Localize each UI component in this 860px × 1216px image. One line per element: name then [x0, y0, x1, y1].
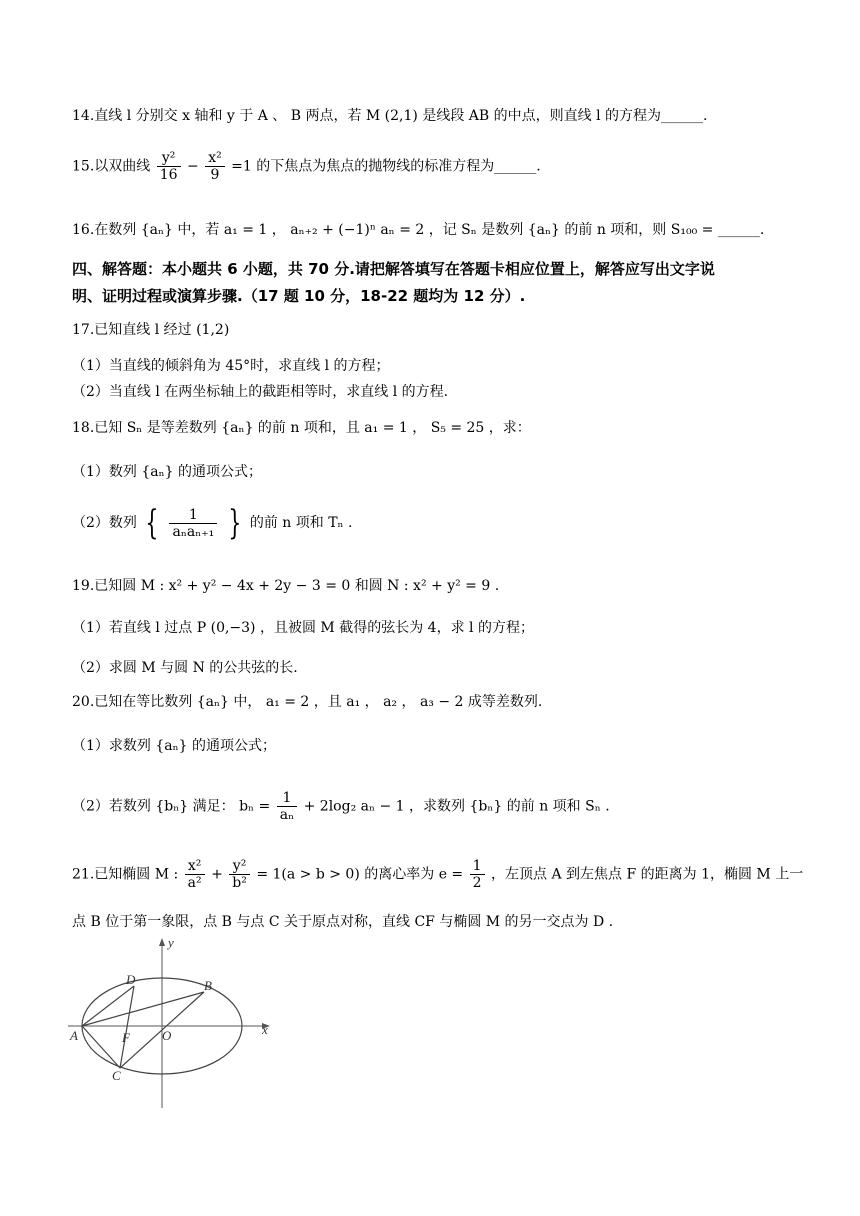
label-O: O	[162, 1028, 172, 1043]
q18-frac-den: aₙaₙ₊₁	[172, 523, 215, 540]
question-15	[72, 150, 541, 183]
label-F: F	[122, 1030, 130, 1045]
q15-suffix: =1 的下焦点为焦点的抛物线的标准方程为______.	[231, 158, 541, 175]
q18-p2-prefix: （2）数列	[72, 515, 137, 531]
q18-fraction	[169, 507, 217, 540]
q21-mid: = 1(a > b > 0) 的离心率为 e =	[256, 866, 464, 883]
q15-frac1-num: y²	[157, 150, 181, 167]
q21-fraction-1	[185, 858, 205, 891]
q15-frac1-den: 16	[159, 167, 178, 183]
section-4-heading-line-1: 四、解答题：本小题共 6 小题，共 70 分.请把解答填写在答题卡相应位置上，解答应写出文字说	[72, 260, 715, 278]
q18-p2-suffix: 的前 n 项和 Tₙ .	[249, 515, 353, 531]
question-20-part-1: （1）求数列 {aₙ} 的通项公式；	[72, 738, 277, 754]
q21-f1-num: x²	[185, 858, 205, 875]
q21-e-fraction	[470, 858, 485, 891]
question-19-part-2: （2）求圆 M 与圆 N 的公共弦的长.	[72, 660, 298, 676]
q15-fraction-1	[157, 150, 181, 183]
q21-plus: +	[211, 866, 223, 883]
q15-prefix: 15.以双曲线	[72, 158, 151, 175]
left-brace: {	[145, 503, 159, 543]
q21-f2-num: y²	[229, 858, 250, 875]
label-C: C	[112, 1068, 121, 1083]
label-x: x	[262, 1022, 268, 1037]
q15-fraction-2	[205, 150, 225, 183]
y-axis-arrow	[159, 938, 165, 946]
q15-minus: −	[187, 158, 199, 175]
label-D: D	[126, 972, 136, 987]
question-16: 16.在数列 {aₙ} 中，若 a₁ = 1 ， aₙ₊₂ + (−1)ⁿ aₙ = 2 ，记 Sₙ 是数列 {aₙ} 的前 n 项和，则 S₁₀₀ = ______.	[72, 222, 765, 238]
question-14: 14.直线 l 分别交 x 轴和 y 于 A 、 B 两点，若 M (2,1) 是线段 AB 的中点，则直线 l 的方程为______.	[72, 108, 708, 124]
segment-DC	[120, 986, 134, 1068]
question-20-part-2	[72, 790, 610, 823]
q15-frac2-num: x²	[205, 150, 225, 167]
question-17-part-1: （1）当直线的倾斜角为 45°时，求直线 l 的方程；	[72, 358, 390, 374]
section-4-heading-line-2: 明、证明过程或演算步骤.（17 题 10 分，18-22 题均为 12 分）.	[72, 287, 526, 305]
label-y: y	[168, 935, 174, 950]
right-brace: }	[228, 503, 242, 543]
q21-prefix: 21.已知椭圆 M :	[72, 866, 179, 883]
question-21-line-2: 点 B 位于第一象限，点 B 与点 C 关于原点对称，直线 CF 与椭圆 M 的另一交点为 D .	[72, 914, 614, 930]
question-18-stem: 18.已知 Sₙ 是等差数列 {aₙ} 的前 n 项和，且 a₁ = 1 ， S₅ = 25 ，求：	[72, 420, 531, 436]
q18-frac-num: 1	[169, 507, 217, 524]
q21-f1-den: a²	[187, 875, 202, 891]
segment-AD	[82, 986, 134, 1026]
question-17-part-2: （2）当直线 l 在两坐标轴上的截距相等时，求直线 l 的方程.	[72, 384, 449, 400]
q20-fraction	[277, 790, 297, 823]
question-17-stem: 17.已知直线 l 经过 (1,2)	[72, 322, 230, 338]
q21-fraction-2	[229, 858, 250, 891]
ellipse-figure	[60, 934, 280, 1110]
q20-frac-den: aₙ	[279, 807, 295, 823]
question-19-part-1: （1）若直线 l 过点 P (0,−3) ，且被圆 M 截得的弦长为 4，求 l 的方程；	[72, 620, 534, 636]
q20-p2-suffix: + 2log₂ aₙ − 1 ，求数列 {bₙ} 的前 n 项和 Sₙ .	[303, 798, 610, 815]
question-18-part-2	[72, 503, 353, 543]
q21-suffix: ，左顶点 A 到左焦点 F 的距离为 1，椭圆 M 上一	[491, 866, 804, 883]
q21-e-den: 2	[472, 875, 482, 891]
label-B: B	[204, 978, 212, 993]
question-18-part-1: （1）数列 {aₙ} 的通项公式；	[72, 464, 263, 480]
question-20-stem: 20.已知在等比数列 {aₙ} 中， a₁ = 2 ，且 a₁ ， a₂ ， a₃ − 2 成等差数列.	[72, 694, 543, 710]
q15-frac2-den: 9	[210, 167, 220, 183]
segment-AC	[82, 1026, 120, 1068]
label-A: A	[70, 1028, 78, 1043]
q20-p2-prefix: （2）若数列 {bₙ} 满足： bₙ =	[72, 798, 271, 815]
question-21-line-1	[72, 858, 803, 891]
question-19-stem: 19.已知圆 M : x² + y² − 4x + 2y − 3 = 0 和圆 N : x² + y² = 9 .	[72, 578, 500, 594]
q20-frac-num: 1	[277, 790, 297, 807]
q21-e-num: 1	[470, 858, 485, 875]
q21-f2-den: b²	[232, 875, 247, 891]
